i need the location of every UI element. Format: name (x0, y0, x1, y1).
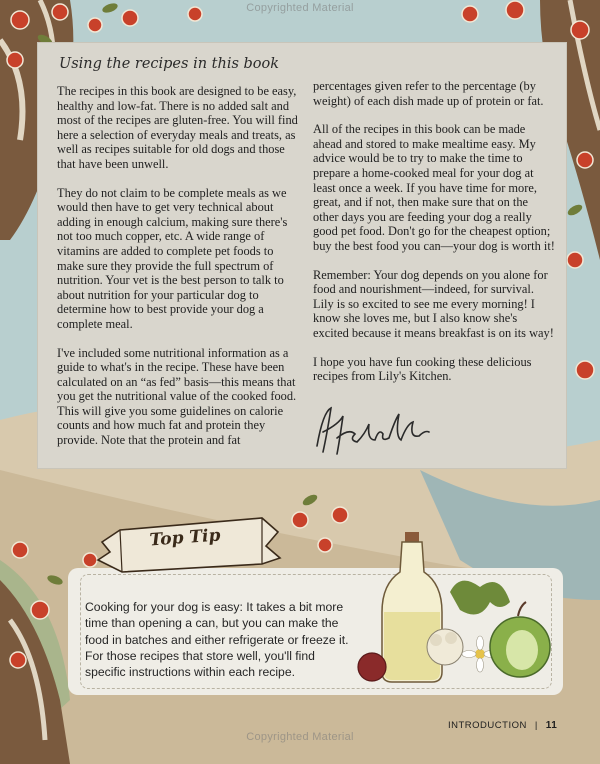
top-tip-label: Top Tip (148, 525, 222, 551)
right-column (313, 79, 555, 398)
left-column (57, 84, 299, 462)
recipes-info-panel (37, 42, 567, 469)
top-tip-text: Cooking for your dog is easy: It takes a bit more time than opening a can, but you can make the food in batches and either refrigerate or freeze it. For those recipes that store well, you'll find specific instructions within each recipe. (85, 600, 349, 680)
signature-image (309, 394, 439, 464)
page-footer (448, 720, 557, 731)
paragraph: All of the recipes in this book can be made ahead and stored to make mealtime easy. My advice would be to try to make the time to prepare a home-cooked meal for your dog at least once a week. If you have time for more, great, and if not, then make sure that on the other days you are feeding your dog a really good pet food. Don't go for the cheapest option; buy the best food you can—your dog is worth it! (313, 122, 555, 253)
paragraph: I hope you have fun cooking these delicious recipes from Lily's Kitchen. (313, 354, 532, 384)
page-number: 11 (545, 720, 558, 731)
watermark-bottom: Copyrighted Material (246, 731, 354, 743)
paragraph: percentages given refer to the percentage (by weight) of each dish made up of protein or fat. (313, 79, 544, 108)
paragraph: The recipes in this book are designed to be easy, healthy and low-fat. There is no added salt and most of the recipes are gluten-free. You will find here a selection of everyday meals and treats, as well as recipes suitable for old dogs and those that have been unwell. (57, 84, 298, 171)
paragraph: Remember: Your dog depends on you alone for food and nourishment—indeed, for survival. Lily is so excited to see me every morning! I know she loves me, but I also know she's excited because it means breakfast is on its way! (313, 267, 554, 340)
footer-separator: | (534, 720, 538, 731)
watermark-top: Copyrighted Material (246, 2, 354, 14)
paragraph: I've included some nutritional information as a guide to what's in the recipe. These have been calculated on an “as fed” basis—this means that you get the nutritional value of the cooked food. This will give you some guidelines on calorie counts and how much fat and protein they provide. Note that the protein and fat (57, 345, 297, 448)
footer-section: INTRODUCTION (448, 720, 527, 731)
panel-heading: Using the recipes in this book (59, 56, 280, 72)
bottle-and-vegetables-illustration (350, 532, 555, 692)
paragraph: They do not claim to be complete meals as we would then have to get very technical about adding in enough calcium, making sure there's not too much copper, etc. A wide range of vitamins are added to complete pet foods to make sure they provide the full spectrum of nutrition. Your vet is the best person to talk to about nutrition for your particular dog to determine how to best provide your dog a complete meal. (57, 185, 288, 331)
